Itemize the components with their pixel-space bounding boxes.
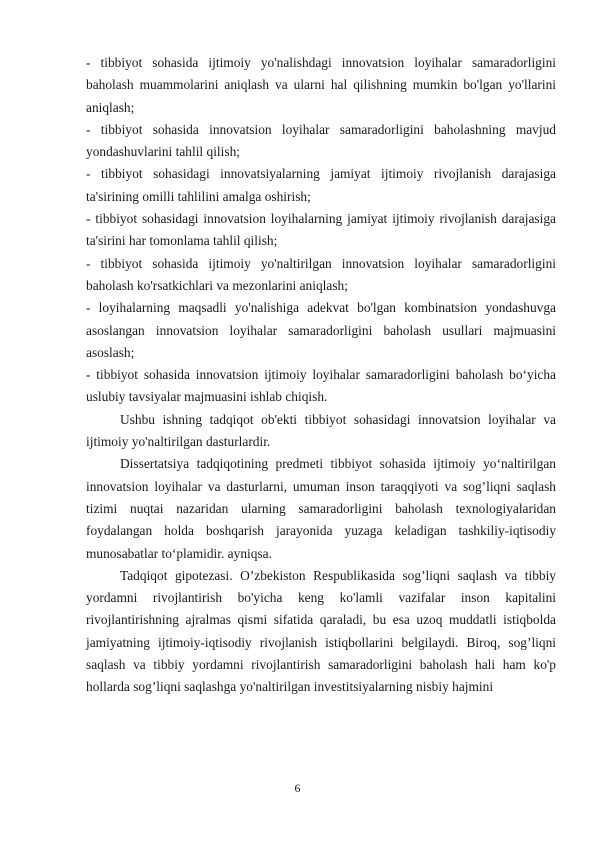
paragraph-research-hypothesis: Tadqiqot gipotezasi. O’zbekiston Respublikasida sog’liqni saqlash va tibbiy yordamni rivojlantirish bo'yicha keng ko'lamli vazifalar inson kapitalini rivojlantirishning ajralmas qismi sifatida qaraladi, bu esa uzoq muddatli istiqbolda jamiyatning ijtimoiy-iqtisodiy rivojlanish istiqbollarini belgilaydi. Biroq, sog’liqni saqlash va tibbiy yordamni rivojlantirish samaradorligini baholash hali ham ko'p hollarda sog’liqni saqlashga yo'naltirilgan investitsiyalarning nisbiy hajmini [86,567,556,695]
list-item-goal-7: - tibbiyot sohasida innovatsion ijtimoiy loyihalar samaradorligini baholash bo‘yicha uslubiy tavsiyalar majmuasini ishlab chiqish. [86,367,556,405]
list-item-goal-3: - tibbiyot sohasidagi innovatsiyalarning jamiyat ijtimoiy rivojlanish darajasiga ta'sirining omilli tahlilini amalga oshirish; [86,166,556,204]
page-number: 6 [294,781,301,795]
body-text [86,52,556,699]
paragraph-research-object: Ushbu ishning tadqiqot ob'ekti tibbiyot sohasidagi innovatsion loyihalar va ijtimoiy yo'naltirilgan dasturlardir. [86,411,556,450]
list-item-goal-5: - tibbiyot sohasida ijtimoiy yo'naltirilgan innovatsion loyihalar samaradorligini baholash ko'rsatkichlari va mezonlarini aniqlash; [86,255,556,293]
paragraph-research-subject: Dissertatsiya tadqiqotining predmeti tibbiyot sohasida ijtimoiy yo‘naltirilgan innovatsion loyihalar va dasturlarni, umuman inson taraqqiyoti va sog’liqni saqlash tizimi nuqtai nazaridan ularning samaradorligini baholash texnologiyalaridan foydalangan holda boshqarish jarayonida yuzaga keladigan tashkiliy-iqtisodiy munosabatlar to‘plamidir. ayniqsa. [86,456,556,561]
list-item-goal-1: - tibbiyot sohasida ijtimoiy yo'nalishdagi innovatsion loyihalar samaradorligini baholash muammolarini aniqlash va ularni hal qilishning mumkin bo'lgan yo'llarini aniqlash; [86,55,556,115]
list-item-goal-6: - loyihalarning maqsadli yo'nalishiga adekvat bo'lgan kombinatsion yondashuvga asoslangan innovatsion loyihalar samaradorligini baholash usullari majmuasini asoslash; [86,300,556,360]
list-item-goal-4: - tibbiyot sohasidagi innovatsion loyihalarning jamiyat ijtimoiy rivojlanish darajasiga ta'sirini har tomonlama tahlil qilish; [86,211,556,249]
list-item-goal-2: - tibbiyot sohasida innovatsion loyihalar samaradorligini baholashning mavjud yondashuvlarini tahlil qilish; [86,121,556,160]
